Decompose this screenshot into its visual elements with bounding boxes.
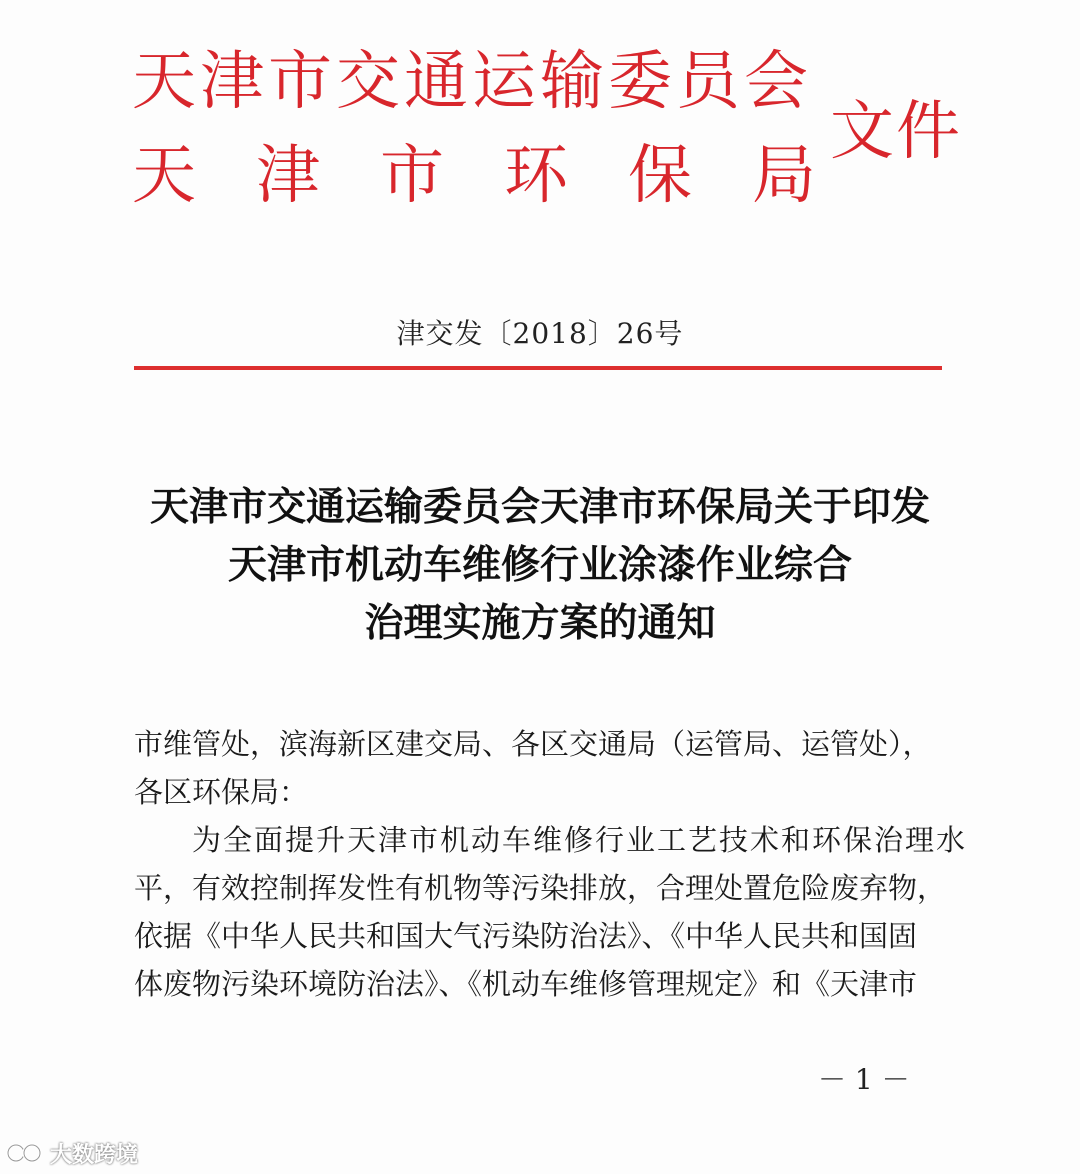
body-line: 依据《中华人民共和国大气污染防治法》、《中华人民共和国固 [134, 919, 918, 953]
red-divider [134, 366, 942, 370]
document-body [134, 720, 968, 1008]
body-line: 体废物污染环境防治法》、《机动车维修管理规定》和《天津市 [134, 967, 918, 1001]
document-number: 津交发〔2018〕26号 [396, 317, 684, 350]
watermark [6, 1138, 138, 1168]
title-line: 天津市交通运输委员会天津市环保局关于印发 [149, 484, 930, 530]
body-line: 平，有效控制挥发性有机物等污染排放，合理处置危险废弃物， [134, 871, 947, 905]
watermark-logo-icon [6, 1140, 46, 1166]
body-line: 市维管处，滨海新区建交局、各区交通局（运管局、运管处）， [134, 727, 932, 761]
title-line: 治理实施方案的通知 [364, 600, 716, 646]
document-type-label: 文件 [830, 95, 962, 169]
page-number: － 1 － [818, 1063, 910, 1096]
document-header [132, 38, 962, 218]
watermark-text: 大数跨境 [50, 1142, 139, 1168]
title-line: 天津市机动车维修行业涂漆作业综合 [227, 542, 852, 588]
body-line: 为全面提升天津市机动车维修行业工艺技术和环保治理水 [192, 823, 968, 857]
issuer-transport-commission: 天津市交通运输委员会 [132, 45, 812, 119]
issuer-environmental-bureau: 天津市环保局 [132, 139, 876, 213]
document-title [0, 478, 1080, 652]
body-line: 各区环保局： [134, 775, 309, 809]
